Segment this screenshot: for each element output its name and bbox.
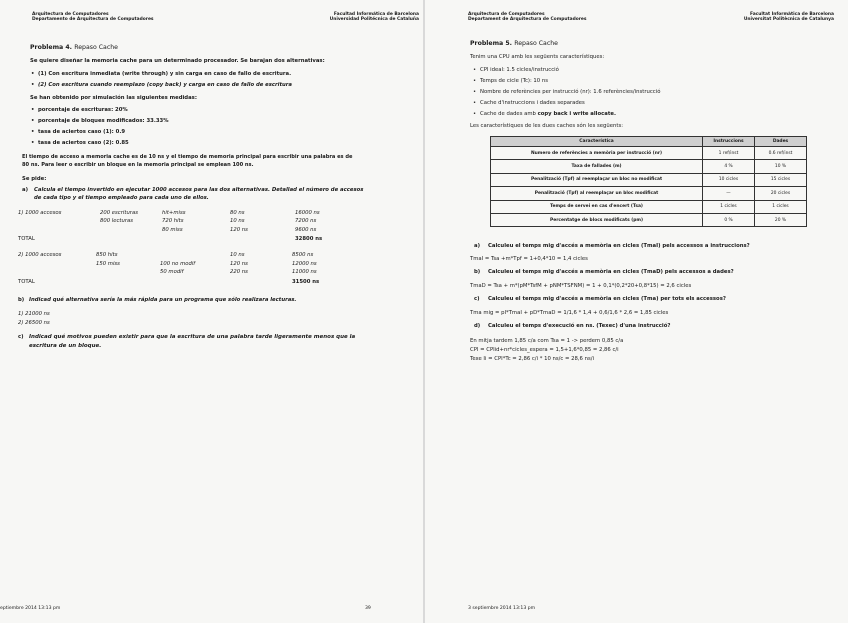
problem4-alt1: • (1) Con escritura inmediata (write through) y sin carga en caso de fallo de escritura.	[38, 71, 291, 78]
table-row	[491, 200, 807, 213]
problem4-qb-ans2: 2) 26500 ns	[18, 320, 50, 326]
problem5-qd-answer1: En mitja tardem 1,85 c/a com Tsa = 1 -> perdem 0,85 c/a	[470, 338, 624, 344]
header-faculty: Facultad Informática de Barcelona	[333, 12, 419, 17]
problem4-alt2: • (2) Con escritura cuando reemplazo (copy back) y carga en caso de fallo de escritura	[38, 82, 292, 89]
header-department: Departamento de Arquitectura de Computadores	[32, 17, 154, 23]
case2-r3-time: 220 ns	[230, 269, 248, 275]
case2-r2-total: 12000 ns	[292, 261, 317, 267]
problem5-b5-pre: Cache de dades amb	[480, 111, 538, 117]
problem4-time-line1: El tiempo de acceso a memoria cache es de 10 ns y el tiempo de memoria principal para escribir una palabra es de	[22, 154, 353, 160]
problem4-qc-label: c)	[18, 334, 24, 340]
case1-total-label: TOTAL	[18, 236, 35, 242]
rp-header-faculty: Facultat Informàtica de Barcelona	[749, 12, 834, 17]
footer-left-date: eptiembre 2014 13:13 pm	[0, 606, 61, 611]
left-page	[0, 0, 423, 623]
problem5-table-intro: Les característiques de les dues caches són les següents:	[470, 123, 623, 129]
case2-r2-kind: 100 no modif	[160, 261, 196, 267]
problem4-m1: • porcentaje de escrituras: 20%	[38, 107, 128, 114]
problem5-qc-text: Calculeu el temps mig d'accés a memòria en cicles (Tma) per tots els accessos?	[488, 296, 726, 302]
right-header-left	[468, 12, 587, 23]
problem5-qb-label: b)	[474, 269, 481, 275]
case1-r3-kind: 80 miss	[162, 227, 183, 233]
problem4-qb-ans1: 1) 21000 ns	[18, 311, 50, 317]
table-header-row	[491, 137, 807, 147]
table-cell: 10 %	[755, 160, 807, 173]
problem4-qa-label: a)	[22, 187, 28, 193]
problem5-qa-label: a)	[474, 243, 480, 249]
case1-total: 32800 ns	[295, 236, 323, 242]
th-characteristic: Característica	[491, 137, 703, 147]
table-cell: Taxa de fallades (m)	[491, 160, 703, 173]
case1-r3-total: 9600 ns	[295, 227, 317, 233]
problem5-qc-label: c)	[474, 296, 480, 302]
footer-right-date: 3 septiembre 2014 13:13 pm	[468, 606, 536, 611]
table-cell: 20 cicles	[755, 187, 807, 200]
problem4-qc-line1: Indicad qué motivos pueden existir para que la escritura de una palabra tarde ligeramente menos que la	[29, 334, 356, 340]
problem5-title-topic: Repaso Cache	[514, 40, 558, 47]
problem4-qc-line2: escritura de un bloque.	[29, 343, 102, 349]
footer-page-number: 39	[365, 606, 371, 611]
case2-r3-kind: 50 modif	[160, 269, 184, 275]
problem4-qb-label: b)	[18, 297, 25, 303]
case1-r2-total: 7200 ns	[295, 218, 317, 224]
problem4-m2: • porcentaje de bloques modificados: 33.33%	[38, 118, 169, 125]
rp-header-course: Arquitectura de Computadores	[468, 12, 545, 17]
problem5-qd-label: d)	[474, 323, 481, 329]
table-row	[491, 147, 807, 160]
header-university: Universidad Politécnica de Cataluña	[329, 17, 419, 23]
problem5-qd-answer3: Texe Ii = CPI*Tc = 2,86 c/i * 10 ns/c = 28,6 ns/i	[470, 356, 594, 362]
table-cell: Penalització (Tpf) al reemplaçar un bloc modificat	[491, 187, 703, 200]
problem5-b1: • CPI ideal: 1.5 cicles/instrucció	[480, 67, 559, 74]
problem5-qb-answer: TmaD = Tsa + m*(pM*TsfM + pNM*TSFNM) = 1 + 0,1*(0,2*20+0,8*15) = 2,6 cicles	[470, 283, 692, 289]
problem5-qd-text: Calculeu el temps d'execució en ns. (Texec) d'una instrucció?	[488, 323, 671, 329]
problem4-measured: Se han obtenido por simulación las siguientes medidas:	[30, 95, 197, 101]
problem4-qa-line2: de cada tipo y el tiempo empleado para cada uno de ellos.	[34, 195, 209, 201]
right-header-right	[744, 12, 834, 23]
problem4-m4: • tasa de aciertos caso (2): 0.85	[38, 140, 129, 147]
case1-r1-type: 200 escrituras	[100, 210, 138, 216]
problem5-qb-text: Calculeu el temps mig d'accés a memòria en cicles (TmaD) pels accessos a dades?	[488, 269, 734, 275]
problem5-qd-answer2: CPI = CPIid+nr*cicles_espera = 1,5+1,6*0,85 = 2,86 c/i	[470, 347, 619, 353]
problem5-qa-text: Calculeu el temps mig d'accés a memòria en cicles (TmaI) pels accessos a instruccions?	[488, 243, 750, 249]
problem4-title	[30, 45, 118, 52]
problem5-qa-answer: TmaI = Tsa +m*Tpf = 1+0,4*10 = 1,4 cicles	[470, 256, 588, 262]
case1-r1-time: 80 ns	[230, 210, 245, 216]
th-instructions: Instruccions	[703, 137, 755, 147]
table-cell: Temps de servei en cas d'encert (Tsa)	[491, 200, 703, 213]
problem5-b5	[480, 111, 616, 118]
cache-characteristics-table	[490, 136, 807, 227]
problem4-asked: Se pide:	[22, 176, 47, 182]
case2-r2-time: 120 ns	[230, 261, 248, 267]
case2-total: 31500 ns	[292, 279, 320, 285]
table-cell: 10 cicles	[703, 173, 755, 186]
table-cell: 15 cicles	[755, 173, 807, 186]
problem4-time-line2: 80 ns. Para leer o escribir un bloque en la memoria principal se emplean 100 ns.	[22, 162, 254, 168]
th-data: Dades	[755, 137, 807, 147]
table-row	[491, 187, 807, 200]
problem5-qc-answer: Tma mig = pI*TmaI + pD*TmaD = 1/1,6 * 1,4 + 0,6/1,6 * 2,6 = 1,85 cicles	[470, 310, 669, 316]
left-header-left	[32, 12, 154, 23]
table-row	[491, 160, 807, 173]
table-cell: 1 cicles	[755, 200, 807, 213]
problem5-b2: • Temps de cicle (Tc): 10 ns	[480, 78, 548, 85]
table-cell: Numero de referències a memòria per instrucció (nr)	[491, 147, 703, 160]
table-cell: —	[703, 187, 755, 200]
problem4-title-topic: Repaso Cache	[74, 44, 118, 51]
table-cell: 1 ref/inst	[703, 147, 755, 160]
table-row	[491, 213, 807, 226]
table-cell: 20 %	[755, 213, 807, 226]
problem5-b3: • Nombre de referències per instrucció (nr): 1.6 referències/instrucció	[480, 89, 660, 96]
case2-total-label: TOTAL	[18, 279, 35, 285]
case2-r1-time: 10 ns	[230, 252, 245, 258]
table-cell: 0 %	[703, 213, 755, 226]
case1-r1-kind: hit+miss	[162, 210, 186, 216]
case1-r2-type: 800 lecturas	[100, 218, 134, 224]
problem5-title-number: Problema 5.	[470, 40, 513, 47]
case1-r3-time: 120 ns	[230, 227, 248, 233]
table-cell: 4 %	[703, 160, 755, 173]
problem5-b4: • Cache d'instruccions i dades separades	[480, 100, 585, 107]
table-cell: Percentatge de blocs modificats (pm)	[491, 213, 703, 226]
problem4-title-number: Problema 4.	[30, 44, 73, 51]
problem4-qa-line1: Calcula el tiempo invertido en ejecutar 1000 accesos para las dos alternativas. Detallad el número de accesos	[34, 187, 364, 193]
case1-r2-kind: 720 hits	[162, 218, 184, 224]
case2-r1-type: 850 hits	[96, 252, 118, 258]
table-cell: Penalització (Tpf) al reemplaçar un bloc no modificat	[491, 173, 703, 186]
header-course: Arquitectura de Computadores	[32, 12, 109, 17]
case1-label: 1) 1000 accesos	[18, 210, 62, 216]
problem5-b5-bold: copy back i write allocate.	[537, 111, 616, 117]
case2-label: 2) 1000 accesos	[18, 252, 62, 258]
case2-r3-total: 11000 ns	[292, 269, 317, 275]
problem4-intro: Se quiere diseñar la memoria cache para un determinado procesador. Se barajan dos alternativas:	[30, 58, 325, 64]
problem4-qb-text: Indicad qué alternativa sería la más rápida para un programa que sólo realizara lecturas.	[29, 297, 297, 303]
case2-r1-total: 8500 ns	[292, 252, 314, 258]
problem4-m3: • tasa de aciertos caso (1): 0.9	[38, 129, 125, 136]
rp-header-university: Universitat Politècnica de Catalunya	[743, 17, 834, 23]
problem5-intro: Tenim una CPU amb les següents característiques:	[470, 54, 605, 60]
rp-header-department: Departament de Arquitectura de Computadores	[468, 17, 587, 23]
case1-r1-total: 16000 ns	[295, 210, 320, 216]
case1-r2-time: 10 ns	[230, 218, 245, 224]
left-header-right	[330, 12, 419, 23]
case2-r2-type: 150 miss	[96, 261, 120, 267]
problem5-title	[470, 41, 558, 48]
table-cell: 1 cicles	[703, 200, 755, 213]
table-cell: 0.6 ref/inst	[755, 147, 807, 160]
table-row	[491, 173, 807, 186]
